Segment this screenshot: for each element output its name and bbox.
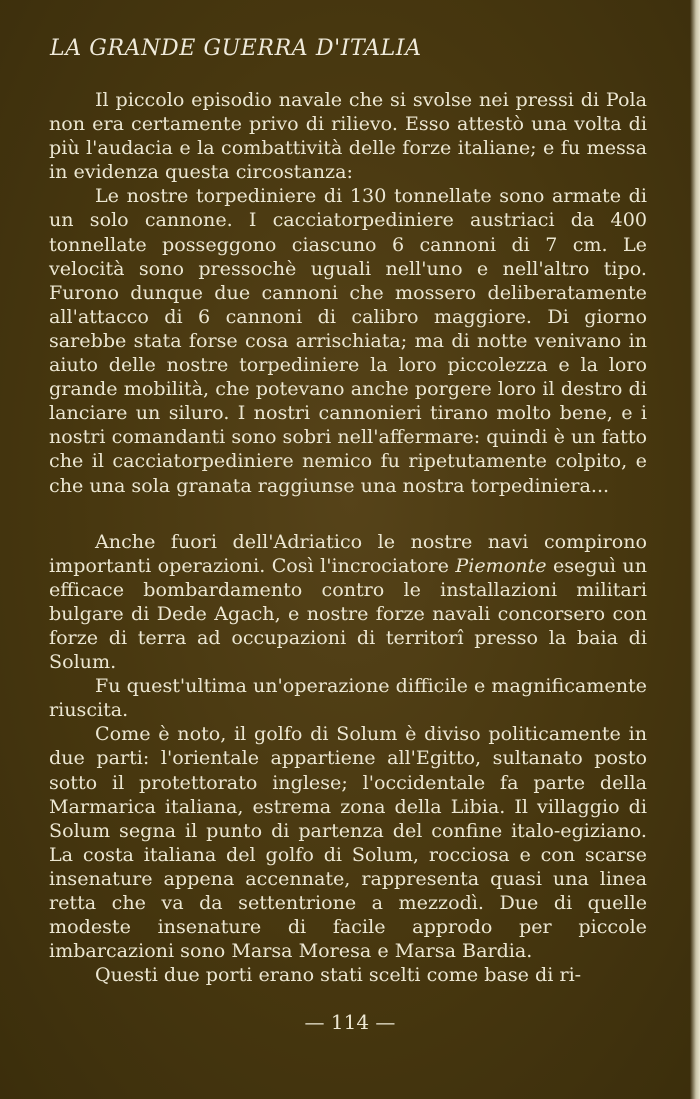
paragraph-outside-adriatic	[49, 530, 647, 675]
paragraph-text-before-ship: Anche fuori dell'Adriatico le nostre navi compirono importanti operazioni. Così l'incrociatore	[49, 529, 647, 577]
page-number: — 114 —	[304, 1010, 396, 1034]
paragraph-torpedo-boats: Le nostre torpediniere di 130 tonnellate sono armate di un solo cannone. I cacciatorpediniere austriaci da 400 tonnellate posseggono ciascuno 6 cannoni di 7 cm. Le velocità sono pressochè uguali nell'uno e nell'altro tipo. Furono dunque due cannoni che mossero deliberatamente all'attacco di 6 cannoni di calibro maggiore. Di giorno sarebbe stata forse cosa arrischiata; ma di notte venivano in aiuto delle nostre torpediniere la loro piccolezza e la loro grande mobilità, che potevano anche porgere loro il destro di lanciare un siluro. I nostri cannonieri tirano molto bene, e i nostri comandanti sono sobri nell'affermare: quindi è un fatto che il cacciatorpediniere nemico fu ripetutamente colpito, e che una sola granata raggiunse una nostra torpediniera...	[49, 184, 647, 497]
ship-name-piemonte: Piemonte	[455, 553, 547, 577]
paragraph-pola-episode: Il piccolo episodio navale che si svolse nei pressi di Pola non era certamente privo di rilievo. Esso attestò una volta di più l'audacia e la combattività delle forze italiane; e fu messa in evidenza questa circostanza:	[49, 88, 647, 184]
paragraph-two-ports: Questi due porti erano stati scelti come base di ri-	[95, 963, 582, 987]
page-edge	[690, 0, 700, 1099]
section-gap	[49, 498, 647, 530]
body-text	[49, 88, 647, 987]
paragraph-gulf-of-solum: Come è noto, il golfo di Solum è diviso politicamente in due parti: l'orientale appartiene all'Egitto, sultanato posto sotto il protettorato inglese; l'occidentale fa parte della Marmarica italiana, estrema zona della Libia. Il villaggio di Solum segna il punto di partenza del confine italo-egiziano. La costa italiana del golfo di Solum, rocciosa e con scarse insenature appena accennate, rappresenta quasi una linea retta che va da settentrione a mezzodì. Due di quelle modeste insenature di facile approdo per piccole imbarcazioni sono Marsa Moresa e Marsa Bardia.	[49, 722, 647, 963]
running-head: LA GRANDE GUERRA D'ITALIA	[50, 36, 422, 61]
paragraph-text-after-ship: eseguì un efficace bombardamento contro le installazioni militari bulgare di Dede Agach, e nostre forze navali concorsero con forze di terra ad occupazioni di territorî presso la baia di Solum.	[49, 553, 647, 674]
paragraph-difficult-operation: Fu quest'ultima un'operazione difficile e magnificamente riuscita.	[49, 674, 647, 722]
